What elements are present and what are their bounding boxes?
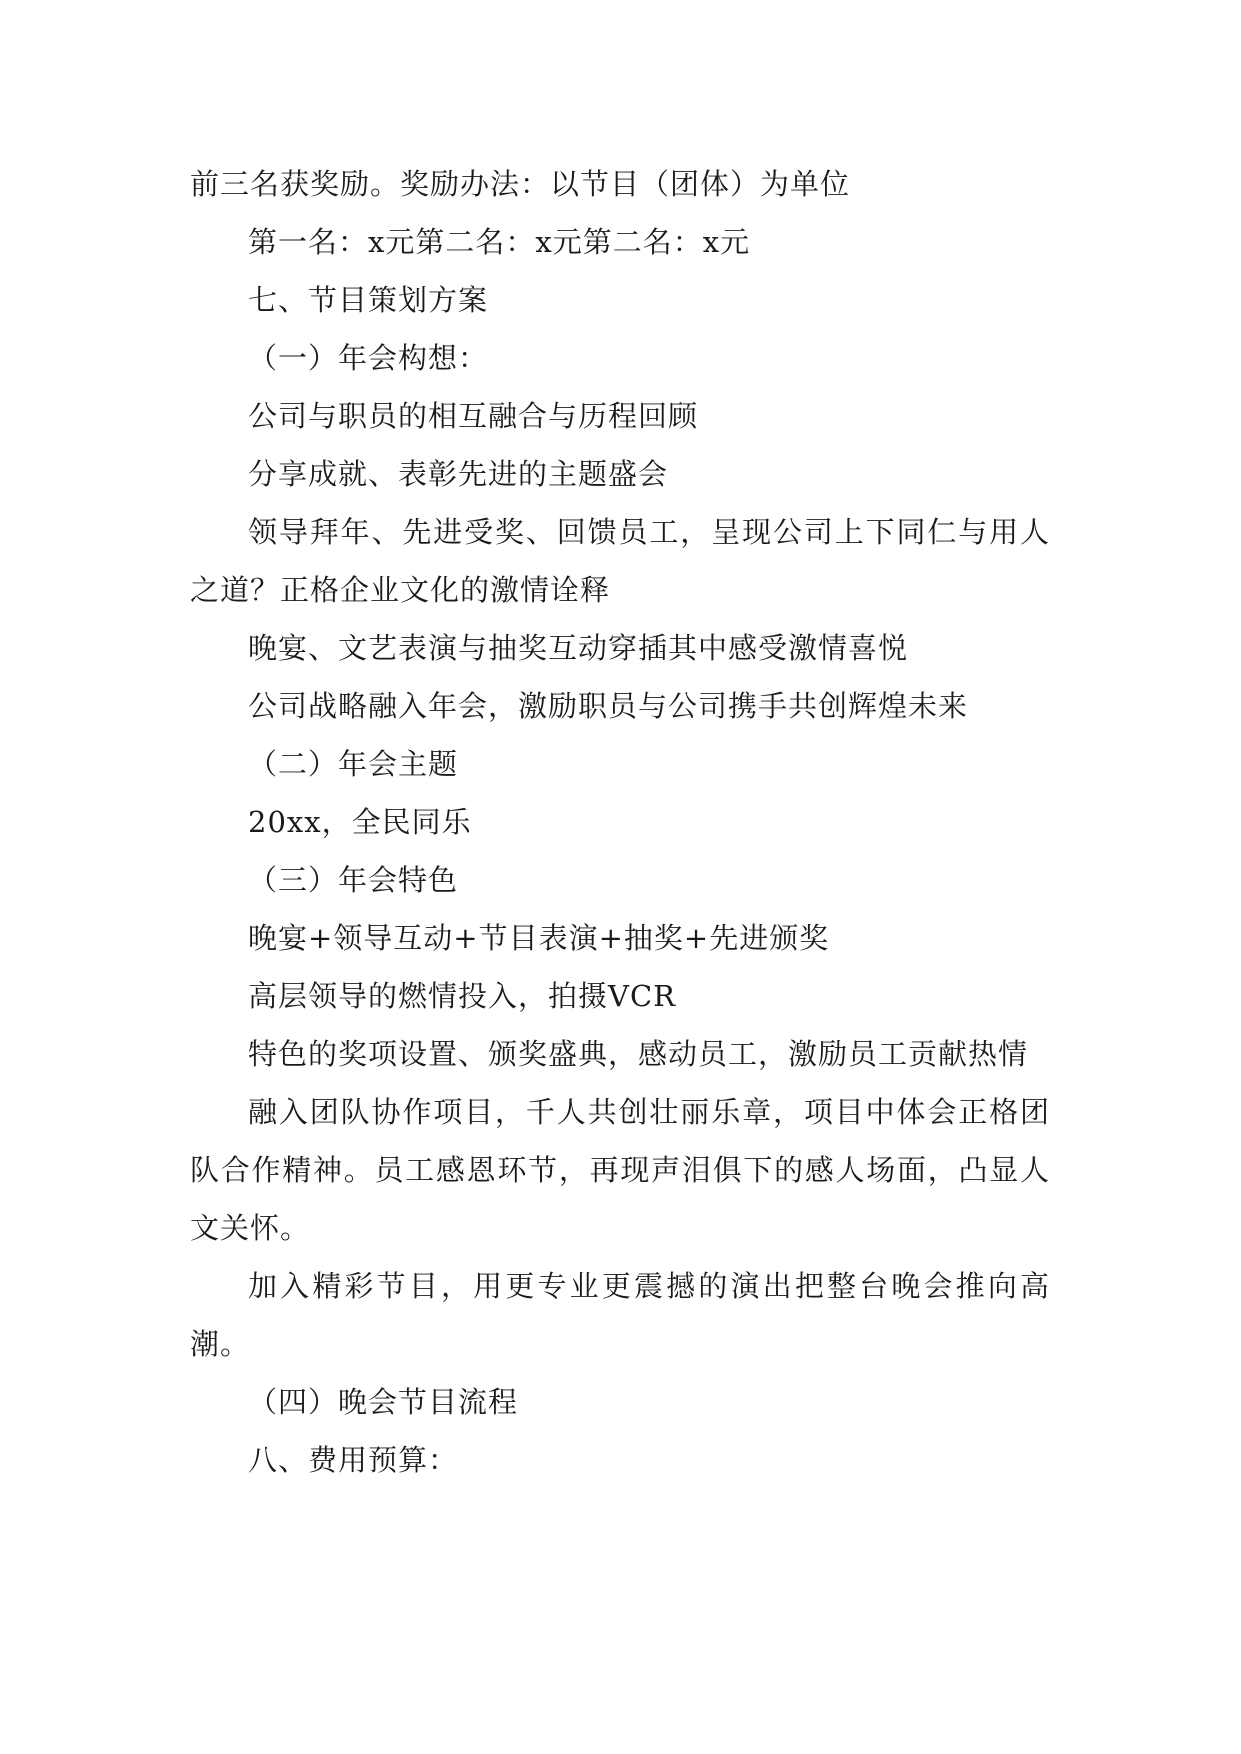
paragraph-features-3: 特色的奖项设置、颁奖盛典，感动员工，激励员工贡献热情	[248, 1037, 1029, 1071]
paragraph-concept-1: 公司与职员的相互融合与历程回顾	[248, 399, 699, 433]
document-body	[190, 155, 1050, 1489]
paragraph-concept-3: 领导拜年、先进受奖、回馈员工，呈现公司上下同仁与用人之道？正格企业文化的激情诠释	[190, 515, 1050, 607]
paragraph-features-1: 晚宴+领导互动+节目表演+抽奖+先进颁奖	[248, 921, 830, 955]
subheading-program-flow: （四）晚会节目流程	[248, 1385, 519, 1419]
paragraph-concept-2: 分享成就、表彰先进的主题盛会	[248, 457, 669, 491]
paragraph-theme: 20xx，全民同乐	[248, 805, 472, 839]
heading-program-plan: 七、节目策划方案	[248, 283, 489, 317]
paragraph-concept-5: 公司战略融入年会，激励职员与公司携手共创辉煌未来	[248, 689, 969, 723]
paragraph-concept-4: 晚宴、文艺表演与抽奖互动穿插其中感受激情喜悦	[248, 631, 909, 665]
paragraph-award-intro: 前三名获奖励。奖励办法：以节目（团体）为单位	[190, 167, 851, 201]
heading-budget: 八、费用预算：	[248, 1443, 459, 1477]
paragraph-award-amounts: 第一名：x元第二名：x元第二名：x元	[248, 225, 751, 259]
subheading-features: （三）年会特色	[248, 863, 459, 897]
paragraph-features-4: 融入团队协作项目，千人共创壮丽乐章，项目中体会正格团队合作精神。员工感恩环节，再现声泪俱下的感人场面，凸显人文关怀。	[190, 1095, 1050, 1245]
paragraph-features-5: 加入精彩节目，用更专业更震撼的演出把整台晚会推向高潮。	[190, 1269, 1050, 1361]
subheading-concept: （一）年会构想：	[248, 341, 489, 375]
paragraph-features-2: 高层领导的燃情投入，拍摄VCR	[248, 979, 676, 1013]
subheading-theme: （二）年会主题	[248, 747, 459, 781]
